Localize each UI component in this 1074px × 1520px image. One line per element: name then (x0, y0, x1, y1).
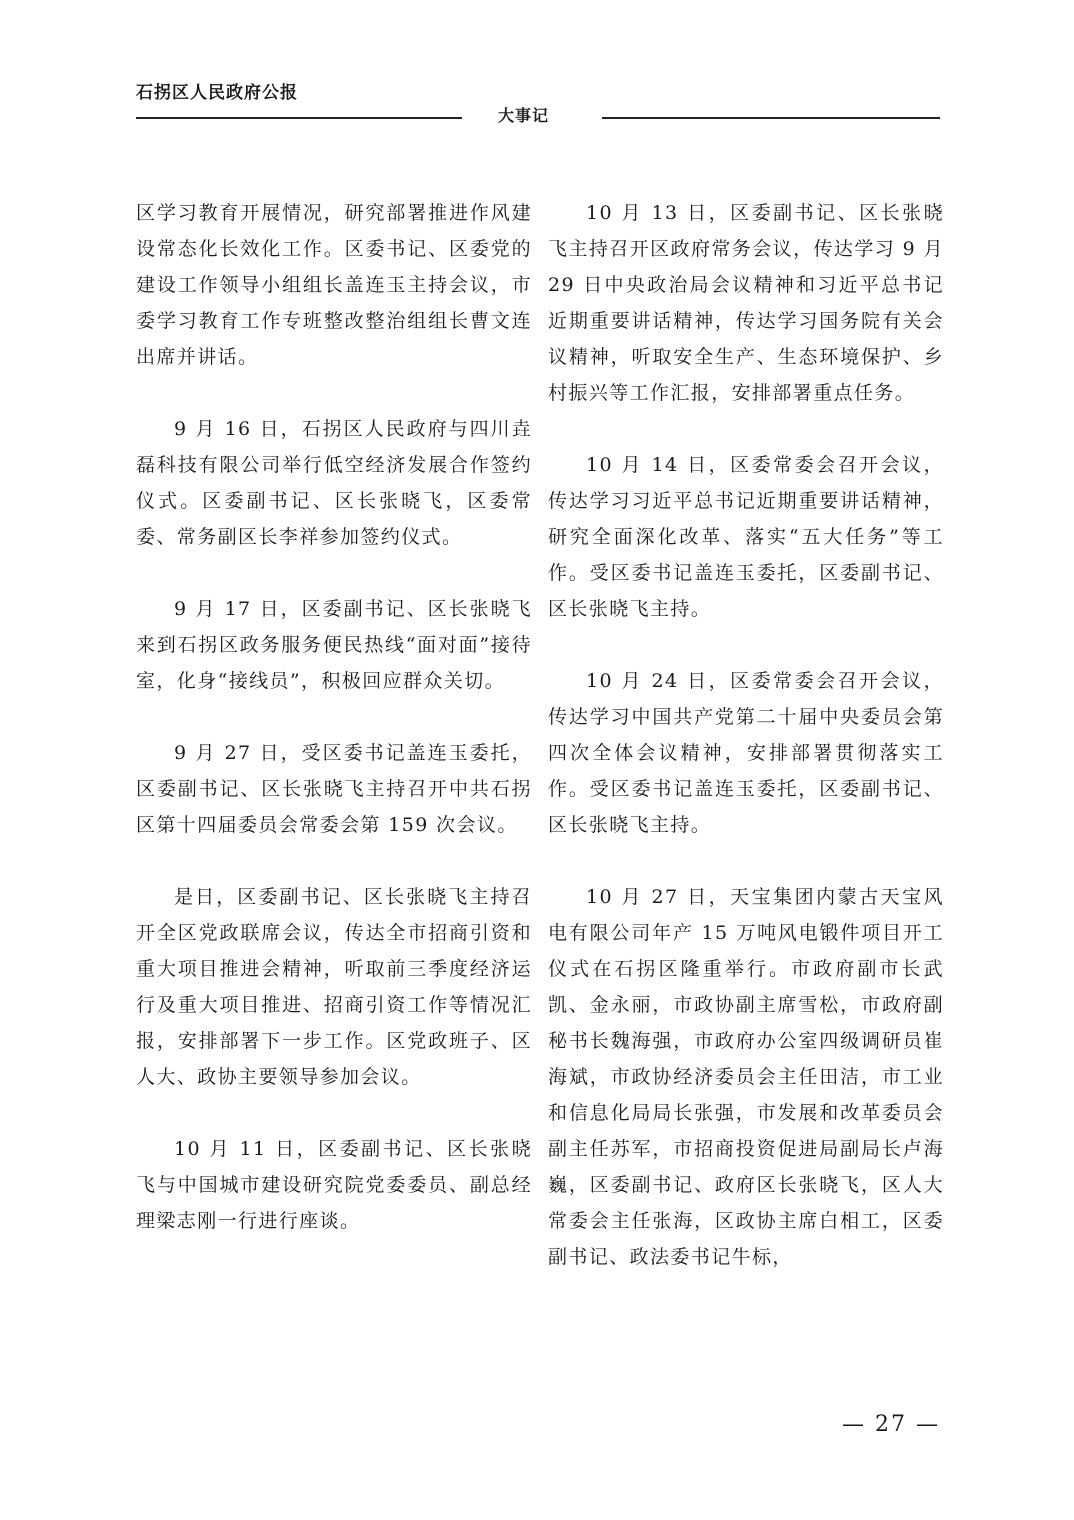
header-rule-right (602, 117, 940, 119)
page-number: — 27 — (842, 1412, 940, 1437)
paragraph: 9 月 17 日，区委副书记、区长张晓飞来到石拐区政务服务便民热线“面对面”接待室，化身“接线员”，积极回应群众关切。 (136, 598, 532, 692)
paragraph: 10 月 14 日，区委常委会召开会议，传达学习习近平总书记近期重要讲话精神，研究全面深化改革、落实“五大任务”等工作。受区委书记盖连玉委托，区委副书记、区长张晓飞主持。 (548, 454, 944, 620)
header-rule-left (136, 117, 462, 119)
section-label: 大事记 (498, 106, 550, 125)
right-column (548, 195, 944, 1275)
paragraph: 10 月 24 日，区委常委会召开会议，传达学习中国共产党第二十届中央委员会第四次全体会议精神，安排部署贯彻落实工作。受区委书记盖连玉委托，区委副书记、区长张晓飞主持。 (548, 670, 944, 836)
left-column (136, 195, 532, 1239)
paragraph: 是日，区委副书记、区长张晓飞主持召开全区党政联席会议，传达全市招商引资和重大项目推进会精神，听取前三季度经济运行及重大项目推进、招商引资工作等情况汇报，安排部署下一步工作。区党政班子、区人大、政协主要领导参加会议。 (136, 886, 532, 1088)
paragraph: 10 月 13 日，区委副书记、区长张晓飞主持召开区政府常务会议，传达学习 9 月 29 日中央政治局会议精神和习近平总书记近期重要讲话精神，传达学习国务院有关会议精神，听取安全生产、生态环境保护、乡村振兴等工作汇报，安排部署重点任务。 (548, 202, 944, 404)
publication-title: 石拐区人民政府公报 (136, 83, 298, 103)
paragraph: 10 月 11 日，区委副书记、区长张晓飞与中国城市建设研究院党委委员、副总经理梁志刚一行进行座谈。 (136, 1138, 532, 1232)
paragraph: 9 月 27 日，受区委书记盖连玉委托，区委副书记、区长张晓飞主持召开中共石拐区第十四届委员会常委会第 159 次会议。 (136, 742, 532, 836)
paragraph: 区学习教育开展情况，研究部署推进作风建设常态化长效化工作。区委书记、区委党的建设工作领导小组组长盖连玉主持会议，市委学习教育工作专班整改整治组组长曹文连出席并讲话。 (136, 202, 532, 368)
paragraph: 9 月 16 日，石拐区人民政府与四川垚磊科技有限公司举行低空经济发展合作签约仪式。区委副书记、区长张晓飞，区委常委、常务副区长李祥参加签约仪式。 (136, 418, 532, 548)
paragraph: 10 月 27 日，天宝集团内蒙古天宝风电有限公司年产 15 万吨风电锻件项目开工仪式在石拐区隆重举行。市政府副市长武凯、金永丽，市政协副主席雪松，市政府副秘书长魏海强，市政府办公室四级调研员崔海斌，市政协经济委员会主任田洁，市工业和信息化局局长张强，市发展和改革委员会副主任苏军，市招商投资促进局副局长卢海巍，区委副书记、政府区长张晓飞，区人大常委会主任张海，区政协主席白相工，区委副书记、政法委书记牛标， (548, 886, 944, 1268)
